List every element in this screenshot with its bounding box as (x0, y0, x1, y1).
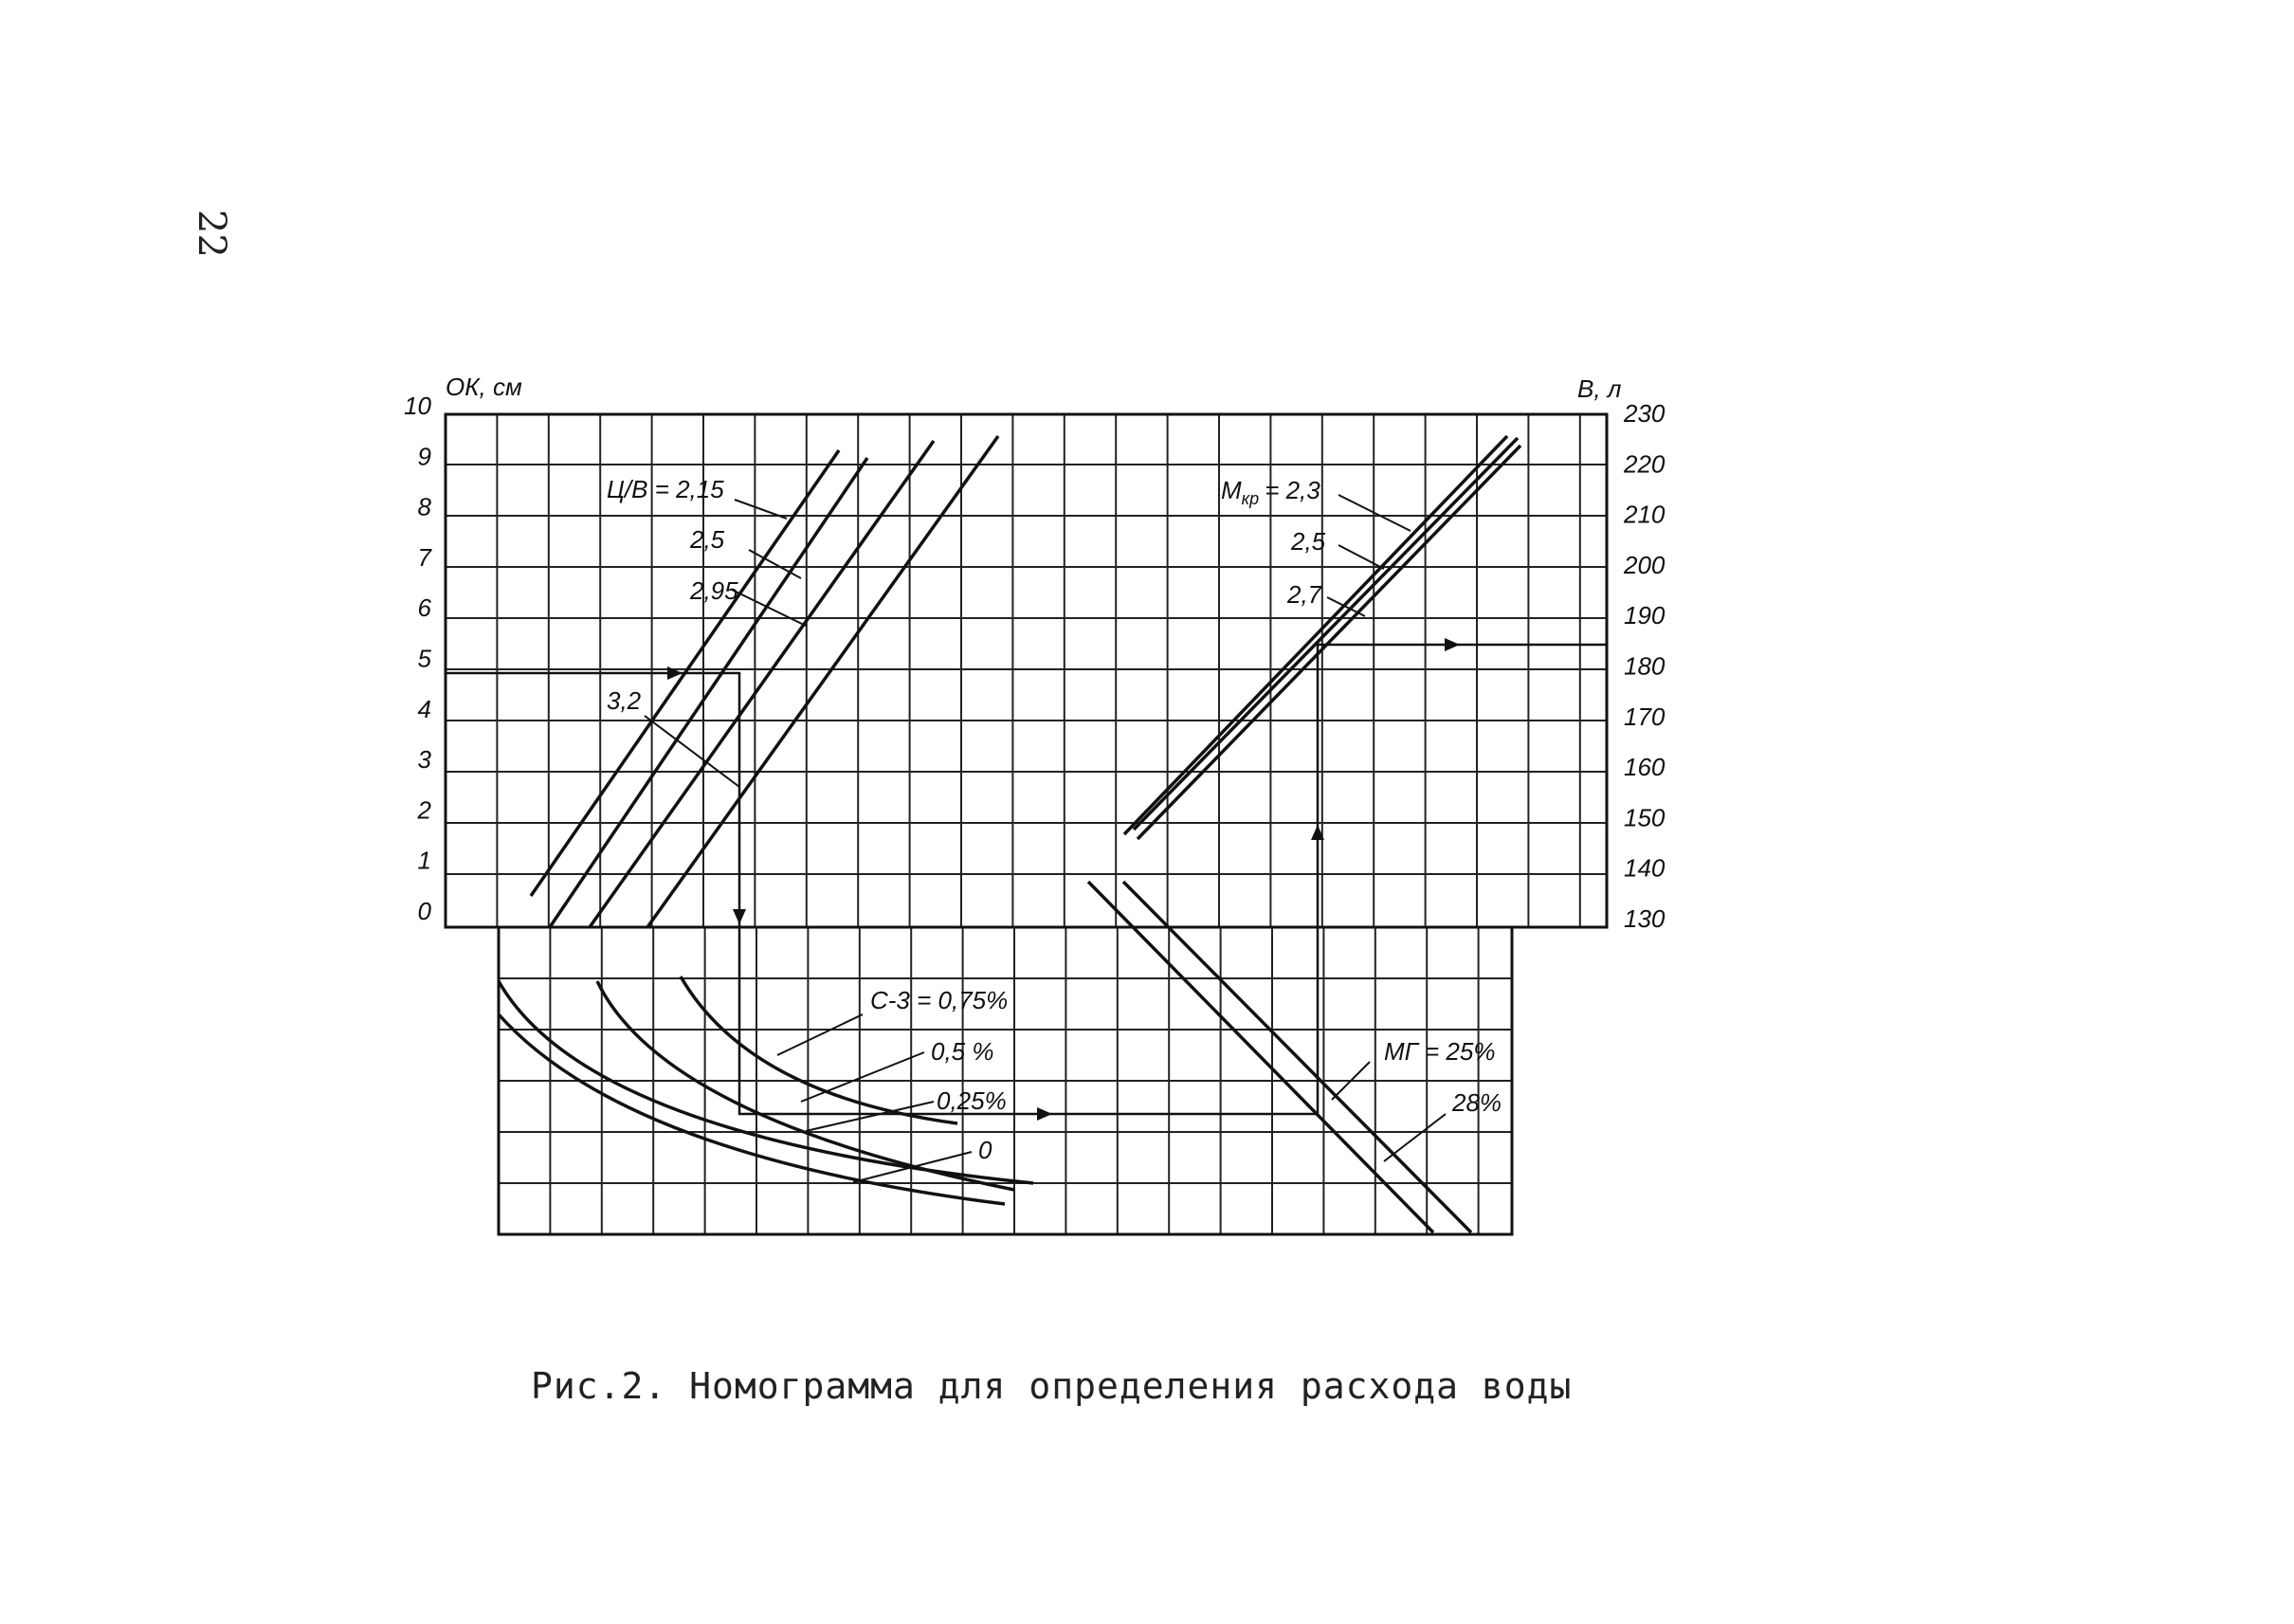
cw-label-32: 3,2 (607, 686, 642, 715)
right-tick-label: 150 (1624, 803, 1666, 832)
right-tick-label: 230 (1624, 399, 1666, 428)
left-tick-label: 5 (417, 644, 431, 673)
page-number: 22 (190, 210, 233, 258)
left-tick-label: 9 (417, 442, 431, 471)
mkr-subscript: кр (1241, 489, 1260, 508)
leader-line (1338, 545, 1384, 569)
leader-line (801, 1052, 924, 1102)
cw-label-215: Ц/В = 2,15 (607, 475, 724, 503)
mg-line (1088, 882, 1433, 1232)
figure-caption: Рис.2. Номограмма для определения расхода воды (531, 1365, 1573, 1407)
mkr-value-23: = 2,3 (1265, 476, 1320, 504)
left-tick-label: 0 (417, 897, 431, 925)
mkr-symbol: М (1221, 476, 1242, 504)
cw-label-295: 2,95 (690, 576, 738, 605)
right-axis-title: В, л (1577, 374, 1622, 403)
left-tick-label: 7 (417, 542, 431, 572)
mg-label-28: 28% (1452, 1088, 1502, 1117)
left-tick-label: 4 (417, 694, 431, 723)
right-tick-label: 200 (1624, 550, 1666, 579)
arrow-head (733, 909, 746, 924)
mkr-label-27: 2,7 (1287, 580, 1322, 609)
right-tick-label: 180 (1624, 651, 1666, 681)
right-tick-label: 190 (1624, 601, 1666, 630)
right-tick-label: 170 (1624, 702, 1666, 731)
left-tick-label: 1 (417, 846, 431, 875)
c3-label-05: 0,5 % (931, 1037, 994, 1066)
mg-label-25: МГ = 25% (1384, 1037, 1496, 1066)
left-tick-label: 8 (417, 492, 431, 521)
mkr-label-23 (1221, 476, 1320, 508)
c3-label-025: 0,25% (937, 1086, 1007, 1115)
left-tick-label: 2 (417, 795, 431, 825)
right-tick-label: 140 (1624, 853, 1666, 883)
c3-label-0: 0 (978, 1136, 992, 1164)
right-tick-label: 130 (1624, 904, 1666, 933)
left-axis-title: ОК, см (446, 373, 522, 401)
mkr-line (1138, 446, 1520, 839)
cw-label-25: 2,5 (690, 525, 725, 554)
leader-line (1384, 1114, 1446, 1161)
right-tick-label: 220 (1624, 449, 1666, 479)
arrow-head (1445, 638, 1460, 651)
leader-line (645, 716, 739, 787)
c3-label-075: С-3 = 0,75% (870, 986, 1009, 1014)
cw-line (590, 441, 934, 927)
leader-line (777, 1014, 863, 1055)
right-tick-label: 160 (1624, 753, 1666, 782)
leader-line (732, 590, 806, 626)
left-tick-label: 3 (417, 745, 431, 775)
right-tick-label: 210 (1624, 500, 1666, 529)
leader-line (749, 550, 801, 578)
cw-line (647, 436, 998, 927)
left-tick-label: 10 (404, 392, 431, 420)
mkr-label-25: 2,5 (1291, 527, 1326, 556)
left-tick-label: 6 (417, 593, 431, 623)
arrow-head (1037, 1107, 1052, 1121)
